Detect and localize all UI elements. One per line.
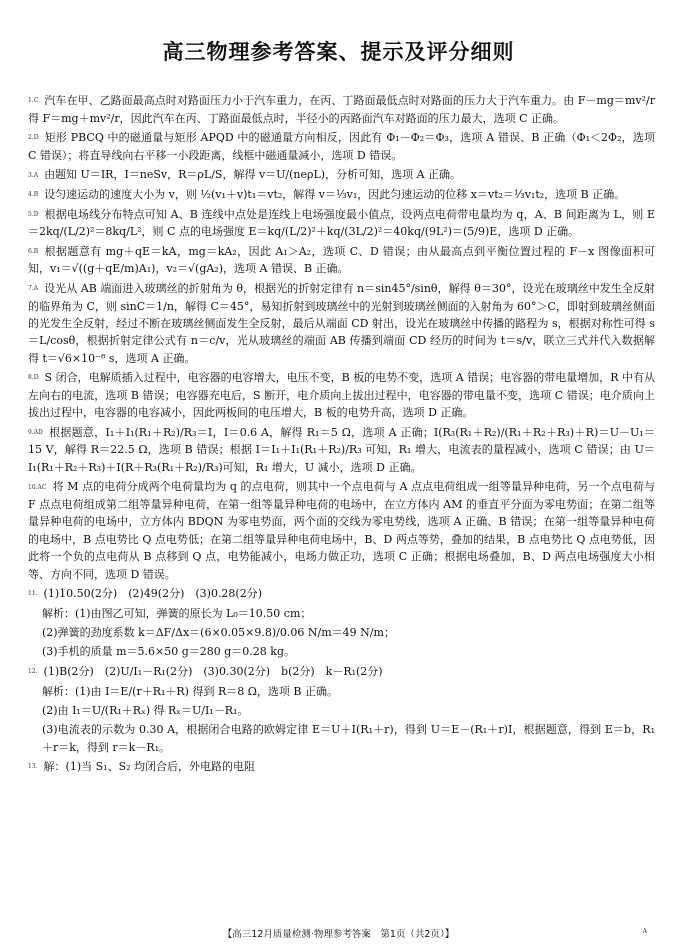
answer-item	[28, 92, 655, 127]
answer-item	[28, 243, 655, 278]
item-text: (3)电流表的示数为 0.30 A，根据闭合电路的欧姆定律 E＝U＋I(R₁＋r)，得到 U＝E－(R₁＋r)I，根据题意，得到 E＝b，R₁＋r＝k，得到 r＝k－R₁。	[42, 723, 655, 754]
answer-item	[28, 129, 655, 164]
item-number: 10.AC	[28, 483, 47, 491]
item-text: 设光从 AB 端面进入玻璃丝的折射角为 θ，根据光的折射定律有 n＝sin45°/sinθ，解得 θ＝30°，设光在玻璃丝中发生全反射的临界角为 C，则 sinC＝1/n，解得 C＝45°，易知折射到玻璃丝中的光射到玻璃丝侧面的入射角为 60°＞C，即射到玻璃丝侧面的光发生全反射，经过不断在玻璃丝侧面发生全反射，最后从端面 CD 射出，设光在玻璃丝中传播的路程为 s，根据对称性可得 s＝L/cosθ，根据折射定律公式有 n＝c/v，光从玻璃丝的端面 AB 传播到端面 CD 经历的时间为 t＝s/v，联立三式并代入数据解得 t＝√6×10⁻⁸ s，选项 A 正确。	[28, 281, 655, 365]
answer-item	[28, 721, 655, 756]
item-text: 解析：(1)由 I＝E/(r＋R₁＋R) 得到 R＝8 Ω，选项 B 正确。	[42, 684, 338, 698]
item-number: 7.A	[28, 285, 39, 293]
item-text: 由题知 U＝IR，I＝neSv，R＝ρL/S，解得 v＝U/(neρL)，分析可知，选项 A 正确。	[44, 168, 462, 182]
answer-item	[28, 369, 655, 422]
page-title: 高三物理参考答案、提示及评分细则	[162, 40, 515, 64]
answer-item	[28, 585, 655, 603]
item-number: 8.D	[28, 374, 39, 382]
item-text: (2)弹簧的劲度系数 k＝ΔF/Δx＝(6×0.05×9.8)/0.06 N/m＝49 N/m；	[42, 626, 395, 640]
answer-item	[28, 605, 655, 622]
item-text: 根据题意有 mg＋qE＝kA，mg＝kA₂，因此 A₁＞A₂，选项 C、D 错误；由从最高点到平衡位置过程的 F－x 图像面积可知，v₁＝√((g＋qE/m)A₁)，v₂＝√(gA₂)，选项 A 错误、B 正确。	[28, 244, 655, 276]
item-number: 1.C	[28, 97, 39, 105]
item-number: 11.	[28, 590, 38, 598]
answer-item	[28, 166, 655, 184]
item-number: 12.	[28, 668, 38, 676]
item-text: 解析：(1)由图乙可知，弹簧的原长为 L₀＝10.50 cm；	[42, 606, 312, 620]
item-text: 解：(1)当 S₁、S₂ 均闭合后，外电路的电阻	[43, 760, 256, 774]
item-text: 根据电场线分布特点可知 A、B 连线中点处是连线上电场强度最小值点，设两点电荷带电量均为 q，A、B 间距离为 L，则 E＝2kq/(L/2)²＝8kq/L²，则 C 点的电场强度 E＝kq/(L/2)²＋kq/(3L/2)²＝40kq/(9L²)＝(5/9)E，选项 D 正确。	[28, 207, 655, 239]
answer-item	[28, 206, 655, 241]
item-number: 13.	[28, 763, 38, 771]
item-text: 汽车在甲、乙路面最高点时对路面压力小于汽车重力，在丙、丁路面最低点时对路面的压力大于汽车重力。由 F－mg＝mv²/r 得 F＝mg＋mv²/r，因此汽车在丙、丁路面最低点时，半径小的丙路面汽车对路面的压力最大，选项 C 正确。	[28, 94, 655, 125]
answer-item	[28, 663, 655, 681]
answer-body	[28, 92, 655, 778]
answer-item	[28, 280, 655, 367]
item-text: 矩形 PBCQ 中的磁通量与矩形 APQD 中的磁通量方向相反，因此有 Φ₁－Φ₂＝Φ₃，选项 A 错误、B 正确（Φ₁＜2Φ₂，选项 C 错误）；将直导线向右平移一小段距离，线框中磁通量减小，选项 D 错误。	[28, 131, 655, 162]
page-footer: 【高三12月质量检测·物理参考答案 第1页（共2页）】	[222, 929, 455, 940]
item-number: 2.D	[28, 134, 39, 142]
item-number: 5.D	[28, 210, 39, 218]
answer-item	[28, 758, 655, 776]
item-text: S 闭合，电解质插入过程中，电容器的电容增大，电压不变，B 板的电势不变，选项 A 错误；电容器的带电量增加，R 中有从左向右的电流，选项 B 错误；电容器充电后，S 断开，电介质向上拔出过程中，电容器的带电量不变，选项 C 错误；电介质向上拔出过程中，电容器的电容减小，因此两板间的电压增大，B 板的电势升高，选项 D 正确。	[28, 371, 655, 420]
item-number: 9.AD	[28, 428, 43, 436]
item-text: (1)B(2分) (2)U/I₁－R₁(2分) (3)0.30(2分) b(2分) k－R₁(2分)	[43, 664, 383, 678]
item-text: 根据题意，I₁＋I₁(R₁＋R₂)/R₃＝I，I＝0.6 A，解得 R₁＝5 Ω，选项 A 正确；I(R₃(R₁＋R₂)/(R₁＋R₂＋R₃)＋R)＝U－U₁＝15 V，解得 R＝22.5 Ω，选项 B 错误；根据 I＝I₁＋I₁(R₁＋R₂)/R₃ 可知，R₁ 增大，电流表的量程减小，选项 C 错误；由 U＝I₁(R₁＋R₂＋R₃)＋I(R＋R₃(R₁＋R₂)/R₃)可知，R₁ 增大，U 减小，选项 D 正确。	[28, 425, 655, 474]
item-number: 4.B	[28, 191, 39, 199]
answer-item	[28, 683, 655, 700]
answer-item	[28, 702, 655, 719]
item-number: 6.B	[28, 248, 39, 256]
answer-item	[28, 186, 655, 204]
item-text: (1)10.50(2分) (2)49(2分) (3)0.28(2分)	[43, 586, 263, 600]
answer-item	[28, 424, 655, 477]
answer-item	[28, 643, 655, 660]
page-code: A	[642, 928, 647, 935]
item-text: (3)手机的质量 m＝5.6×50 g＝280 g＝0.28 kg。	[42, 645, 295, 659]
item-text: (2)由 I₁＝U/(R₁＋Rₓ) 得 Rₓ＝U/I₁－R₁。	[42, 703, 249, 717]
item-text: 设匀速运动的速度大小为 v，则 ½(v₁＋v)t₁＝vt₂，解得 v＝⅓v₁，因此匀速运动的位移 x＝vt₂＝⅓v₁t₂，选项 B 正确。	[44, 187, 626, 201]
item-number: 3.A	[28, 171, 39, 179]
answer-item	[28, 478, 655, 583]
item-text: 将 M 点的电荷分成两个电荷量均为 q 的点电荷，则其中一个点电荷与 A 点点电荷组成一组等量异种电荷，另一个点电荷与 F 点点电荷组成第二组等量异种电荷，在第一组等量异种电荷的电场中，在立方体内 AM 的垂直平分面为零电势面；在第二组等量异种电荷的电场中，立方体内 BDQN 为零电势面，两个面的交线为零电势线，选项 A 正确、B 错误；在第一组等量异种电荷的电场中，B 点电势比 Q 点电势低；在第二组等量异种电荷电场中，B、D 两点等势，叠加的结果，B 点电势比 Q 点电势低，因此将一个负的点电荷从 B 点移到 Q 点，电势能减小，电场力做正功，选项 C 正确；根据电场叠加，B、D 两点电场强度大小相等、方向不同，选项 D 错误。	[28, 480, 655, 581]
answer-item	[28, 624, 655, 641]
